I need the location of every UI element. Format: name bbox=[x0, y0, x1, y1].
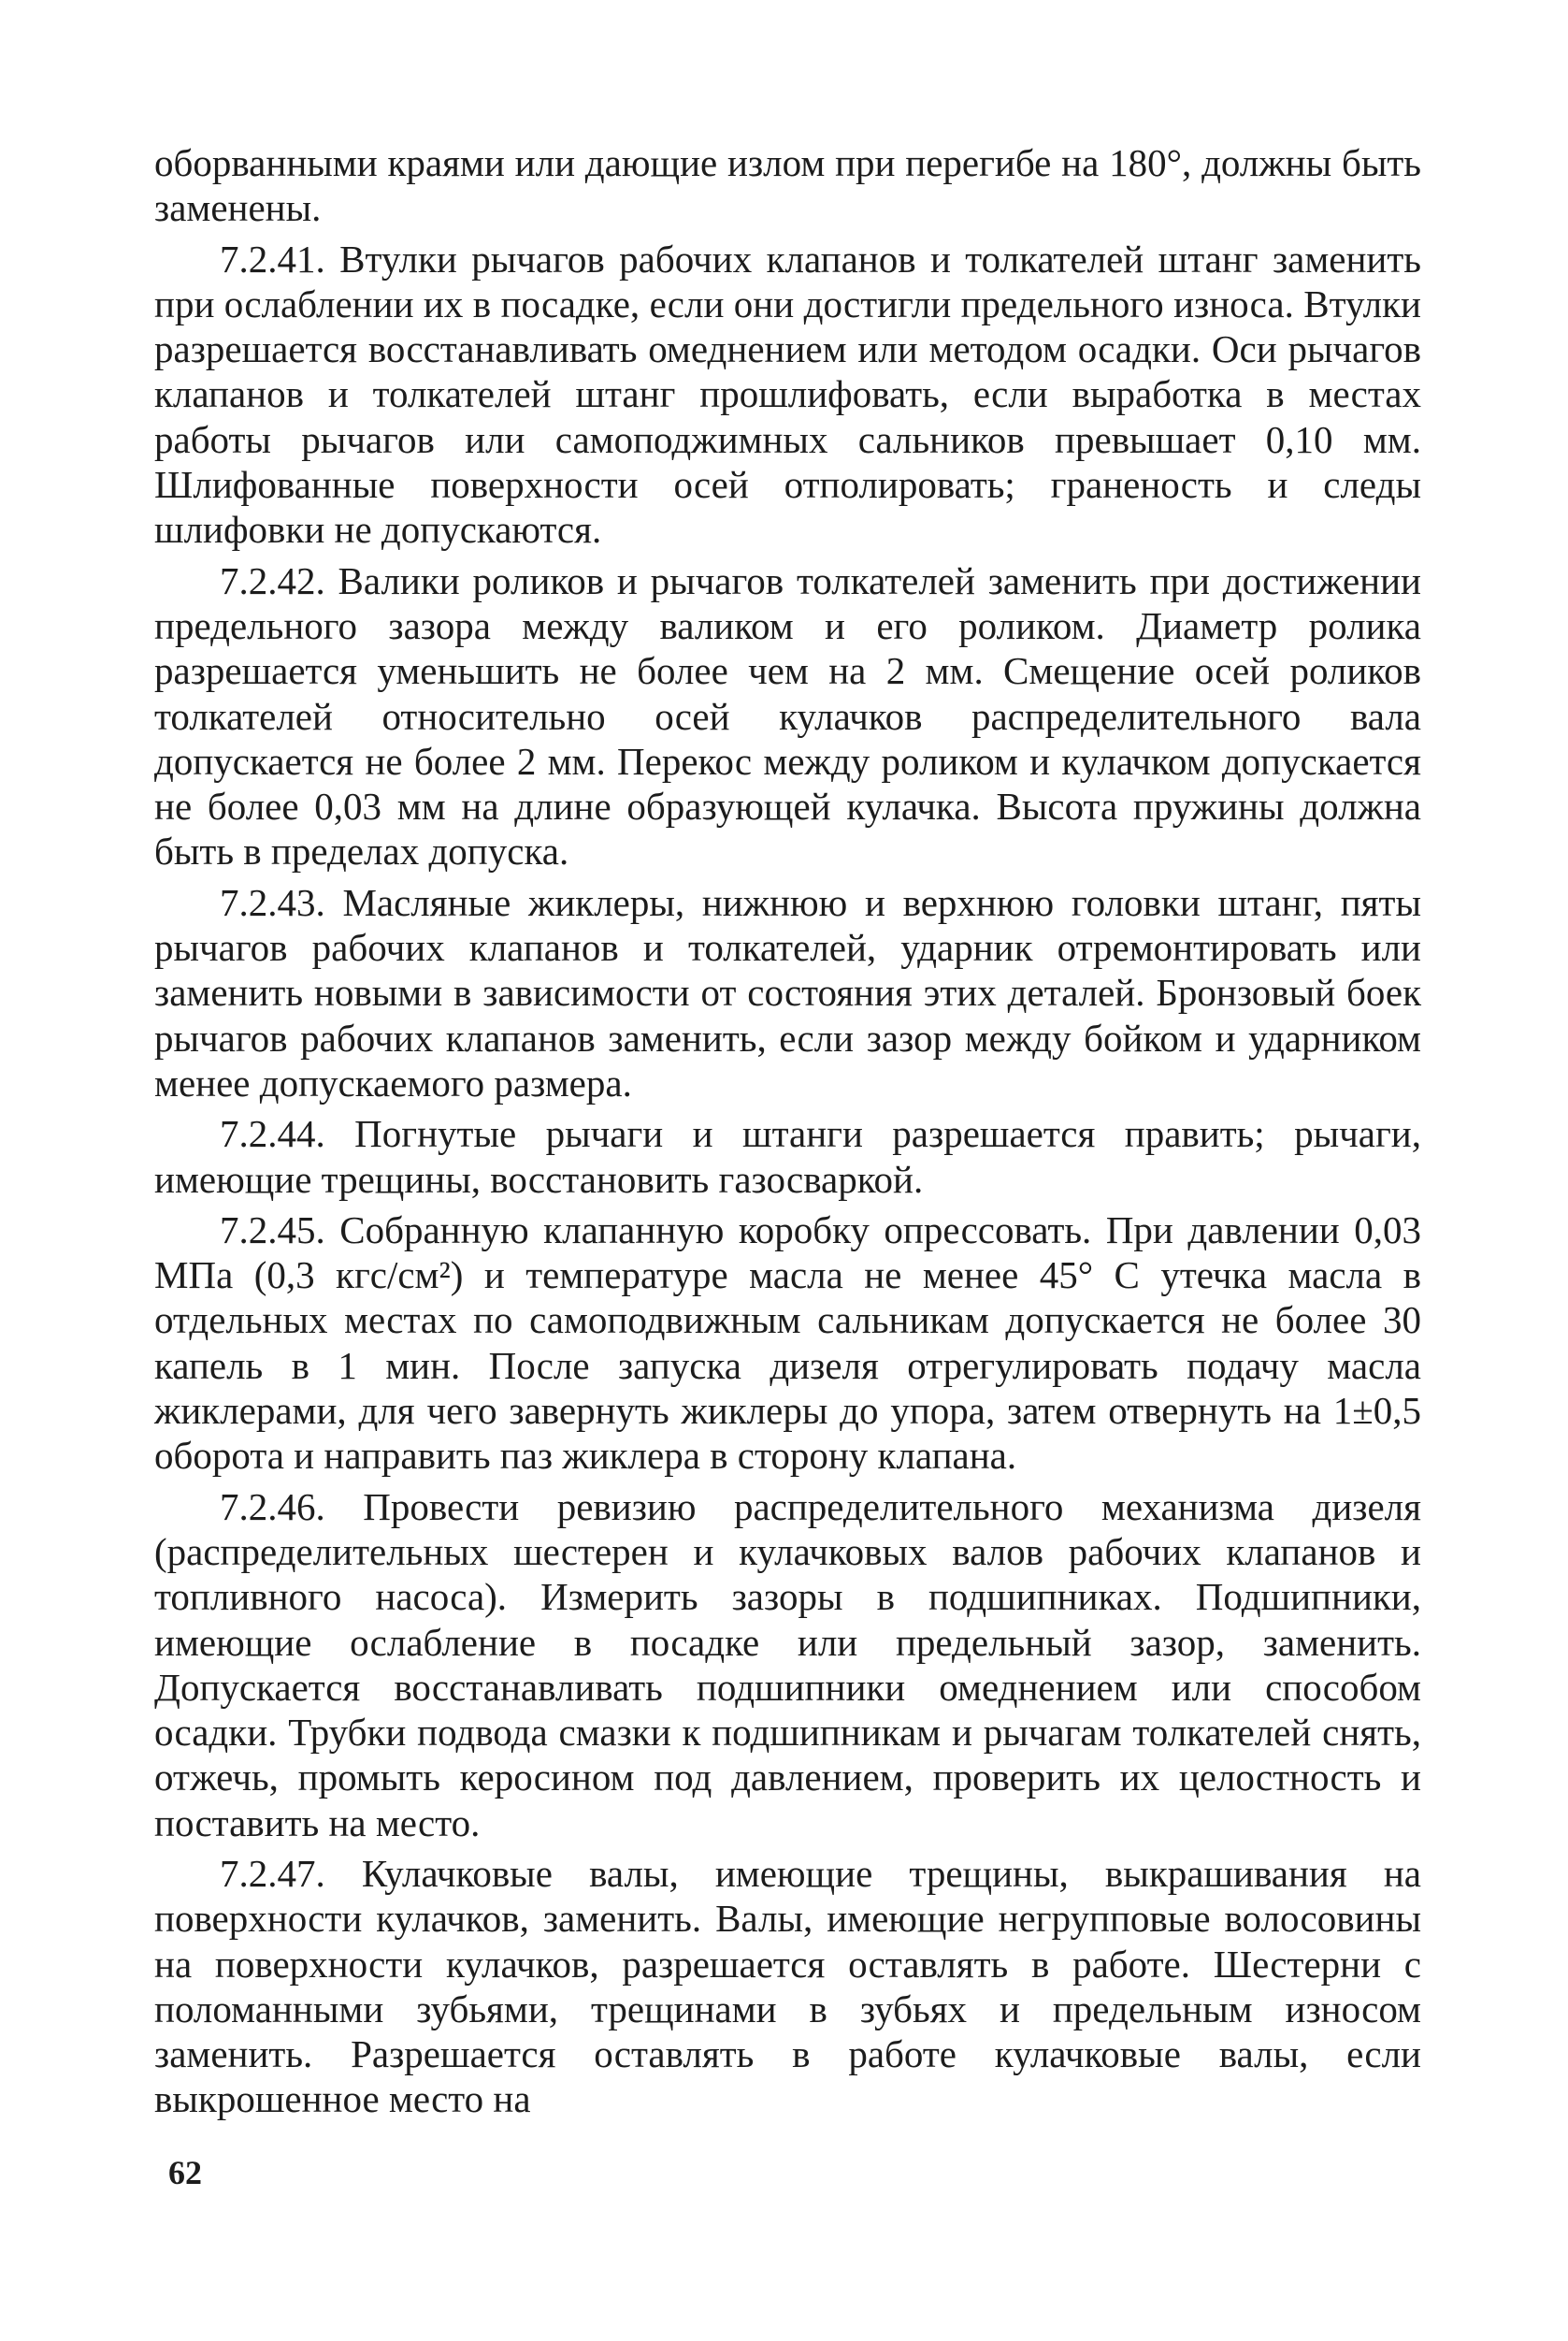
paragraph-7-2-42: 7.2.42. Валики роликов и рычагов толкателей заменить при достижении предельного зазора между валиком и его роликом. Диаметр ролика разрешается уменьшить не более чем на 2 мм. Смещение осей роликов толкателей относительно осей кулачков распределительного вала допускается не более 2 мм. Перекос между роликом и кулачком допускается не более 0,03 мм на длине образующей кулачка. Высота пружины должна быть в пределах допуска. bbox=[154, 558, 1421, 874]
page-body bbox=[154, 140, 1421, 2122]
paragraph-continuation: оборванными краями или дающие излом при перегибе на 180°, должны быть заменены. bbox=[154, 141, 1421, 230]
paragraph-7-2-43: 7.2.43. Масляные жиклеры, нижнюю и верхнюю головки штанг, пяты рычагов рабочих клапанов и толкателей, ударник отремонтировать или заменить новыми в зависимости от состояния этих деталей. Бронзовый боек рычагов рабочих клапанов заменить, если зазор между бойком и ударником менее допускаемого размера. bbox=[154, 880, 1421, 1105]
page-number: 62 bbox=[168, 2154, 202, 2191]
paragraph-7-2-47: 7.2.47. Кулачковые валы, имеющие трещины, выкрашивания на поверхности кулачков, заменить. Валы, имеющие негрупповые волосовины на поверхности кулачков, разрешается оставлять в работе. Шестерни с поломанными зубьями, трещинами в зубьях и предельным износом заменить. Разрешается оставлять в работе кулачковые валы, если выкрошенное место на bbox=[154, 1851, 1421, 2121]
paragraph-7-2-44: 7.2.44. Погнутые рычаги и штанги разрешается править; рычаги, имеющие трещины, восстановить газосваркой. bbox=[154, 1112, 1421, 1201]
paragraph-7-2-46: 7.2.46. Провести ревизию распределительного механизма дизеля (распределительных шестерен и кулачковых валов рабочих клапанов и топливного насоса). Измерить зазоры в подшипниках. Подшипники, имеющие ослабление в посадке или предельный зазор, заменить. Допускается восстанавливать подшипники омеднением или способом осадки. Трубки подвода смазки к подшипникам и рычагам толкателей снять, отжечь, промыть керосином под давлением, проверить их целостность и поставить на место. bbox=[154, 1484, 1421, 1844]
paragraph-7-2-41: 7.2.41. Втулки рычагов рабочих клапанов и толкателей штанг заменить при ослаблении их в посадке, если они достигли предельного износа. Втулки разрешается восстанавливать омеднением или методом осадки. Оси рычагов клапанов и толкателей штанг прошлифовать, если выработка в местах работы рычагов или самоподжимных сальников превышает 0,10 мм. Шлифованные поверхности осей отполировать; граненость и следы шлифовки не допускаются. bbox=[154, 237, 1421, 552]
paragraph-7-2-45: 7.2.45. Собранную клапанную коробку опрессовать. При давлении 0,03 МПа (0,3 кгс/см²) и температуре масла не менее 45° С утечка масла в отдельных местах по самоподвижным сальникам допускается не более 30 капель в 1 мин. После запуска дизеля отрегулировать подачу масла жиклерами, для чего завернуть жиклеры до упора, затем отвернуть на 1±0,5 оборота и направить паз жиклера в сторону клапана. bbox=[154, 1207, 1421, 1478]
